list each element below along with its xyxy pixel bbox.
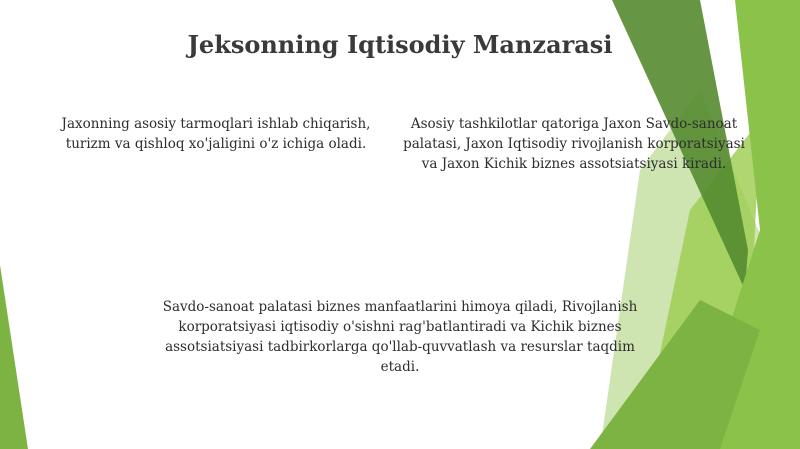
left-facet-shape [0, 265, 28, 449]
slide-title: Jeksonning Iqtisodiy Manzarasi [187, 30, 613, 59]
bottom-text-block: Savdo-sanoat palatasi biznes manfaatlarini himoya qiladi, Rivojlanish korporatsiyasi iqtisodiy o'sishni rag'batlantiradi va Kichik biznes assotsiatsiyasi tadbirkorlarga qo'llab-quvvatlash va resurslar taqdim etadi. [162, 299, 638, 375]
left-text-block: Jaxonning asosiy tarmoqlari ishlab chiqarish, turizm va qishloq xo'jaligini o'z ichiga oladi. [61, 116, 371, 152]
right-text-block: Asosiy tashkilotlar qatoriga Jaxon Savdo-sanoat palatasi, Jaxon Iqtisodiy rivojlanish korporatsiyasi va Jaxon Kichik biznes assotsiatsiyasi kiradi. [403, 116, 745, 172]
